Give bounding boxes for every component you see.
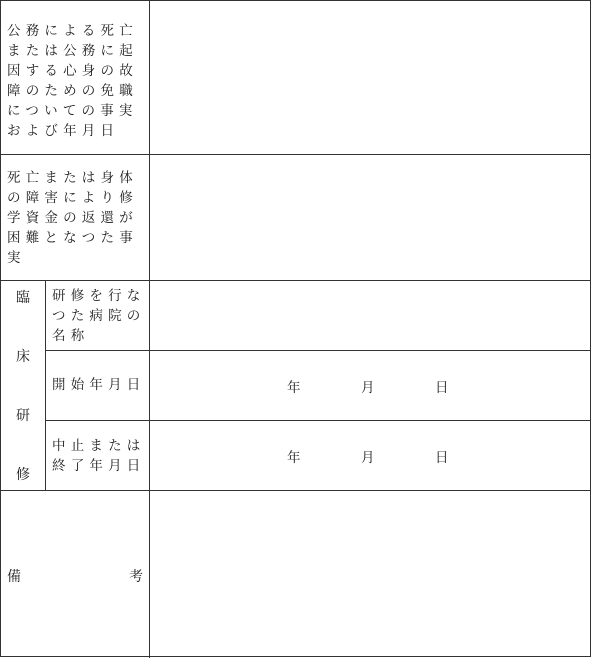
label-line: および年月日: [7, 123, 120, 139]
label-line: についての事実: [7, 103, 138, 119]
label-line: 公務による死亡: [7, 23, 138, 39]
vertical-char: 床: [16, 349, 30, 365]
hospital-name-label: [52, 286, 147, 346]
label-line: 死亡または身体: [7, 170, 138, 186]
vertical-char: 修: [16, 467, 30, 483]
death-dismissal-label: [7, 21, 147, 141]
start-month-unit: 月: [361, 380, 375, 396]
label-line: 終了年月日: [52, 458, 146, 474]
label-line: 中止または: [52, 438, 146, 454]
column-divider-clinical: [45, 280, 46, 490]
label-line: 学資金の返還が: [7, 210, 138, 226]
start-date-label: [52, 375, 147, 395]
end-month-unit: 月: [361, 450, 375, 466]
label-line: 実: [7, 250, 26, 266]
end-date-field[interactable]: [150, 446, 591, 466]
label-line: 因する心身の故: [7, 63, 138, 79]
label-line: 研修を行な: [52, 288, 146, 304]
label-line: つた病院の: [52, 308, 146, 324]
death-dismissal-field[interactable]: [150, 2, 591, 154]
repayment-hardship-label: [7, 168, 147, 268]
remarks-char-right: 考: [129, 569, 143, 585]
label-line: 困難となつた事: [7, 230, 138, 246]
label-line: 名称: [52, 328, 90, 344]
row-divider-3: [45, 350, 591, 351]
end-date-label: [52, 436, 147, 476]
remarks-char-left: 備: [7, 569, 21, 585]
hospital-name-field[interactable]: [150, 281, 591, 350]
start-day-unit: 日: [435, 380, 449, 396]
start-date-field[interactable]: [150, 376, 591, 396]
clinical-training-label: [1, 281, 45, 490]
remarks-label: [7, 566, 143, 586]
remarks-field[interactable]: [150, 491, 591, 657]
label-line: 開始年月日: [52, 377, 146, 393]
vertical-char: 研: [16, 408, 30, 424]
repayment-hardship-field[interactable]: [150, 155, 591, 280]
label-line: の障害により修: [7, 190, 138, 206]
end-day-unit: 日: [435, 450, 449, 466]
label-line: または公務に起: [7, 43, 138, 59]
end-year-unit: 年: [287, 450, 301, 466]
start-year-unit: 年: [287, 380, 301, 396]
vertical-char: 臨: [16, 290, 30, 306]
row-divider-4: [45, 420, 591, 421]
label-line: 障のための免職: [7, 83, 138, 99]
